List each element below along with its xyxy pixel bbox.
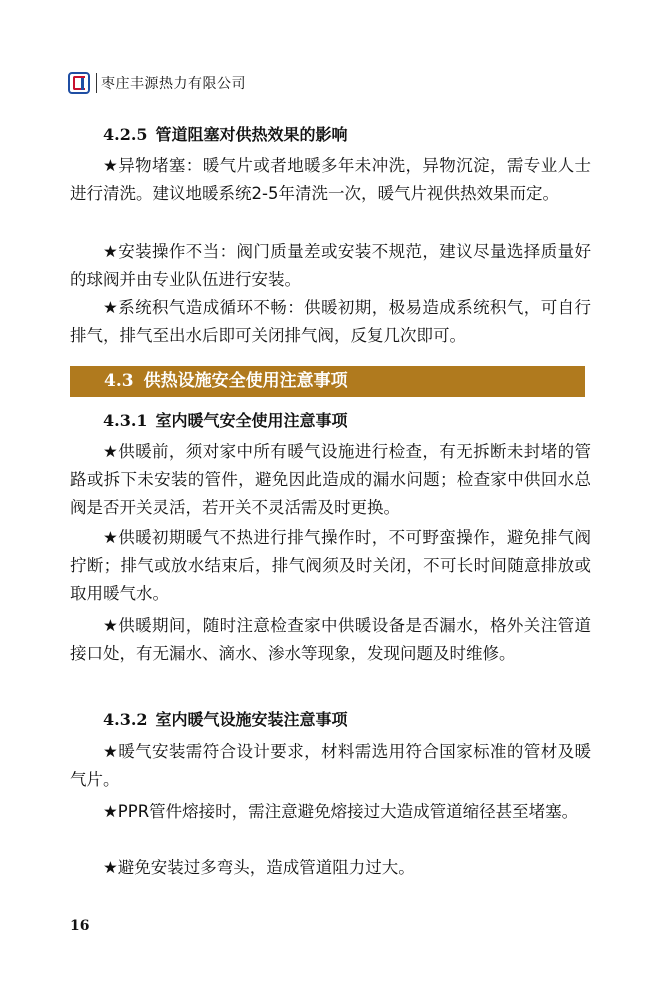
section-bar-4-3	[70, 366, 585, 397]
section-title: 供热设施安全使用注意事项	[143, 371, 348, 391]
heading-number: 4.2.5	[103, 125, 148, 144]
heading-4-2-5	[103, 122, 348, 145]
paragraph: ★暖气安装需符合设计要求，材料需选用符合国家标准的管材及暖气片。	[70, 742, 591, 789]
paragraph: ★系统积气造成循环不畅：供暖初期，极易造成系统积气，可自行排气，排气至出水后即可关闭排气阀，反复几次即可。	[70, 298, 591, 345]
heading-title: 管道阻塞对供热效果的影响	[155, 125, 348, 144]
heading-4-3-1	[103, 408, 348, 431]
company-logo-icon	[68, 72, 90, 94]
paragraph: ★供暖期间，随时注意检查家中供暖设备是否漏水，格外关注管道接口处，有无漏水、滴水、渗水等现象，发现问题及时维修。	[70, 616, 591, 663]
heading-title: 室内暖气设施安装注意事项	[155, 710, 348, 729]
paragraph: ★异物堵塞：暖气片或者地暖多年未冲洗，异物沉淀，需专业人士进行清洗。建议地暖系统2-5年清洗一次，暖气片视供热效果而定。	[70, 156, 591, 203]
heading-number: 4.3.2	[103, 710, 148, 729]
paragraph: ★供暖前，须对家中所有暖气设施进行检查，有无拆断未封堵的管路或拆下未安装的管件，避免因此造成的漏水问题；检查家中供回水总阀是否开关灵活，若开关不灵活需及时更换。	[70, 442, 591, 517]
heading-title: 室内暖气安全使用注意事项	[155, 411, 348, 430]
page-header	[68, 70, 246, 96]
paragraph: ★供暖初期暖气不热进行排气操作时，不可野蛮操作，避免排气阀拧断；排气或放水结束后，排气阀须及时关闭，不可长时间随意排放或取用暖气水。	[70, 528, 591, 603]
paragraph: ★PPR管件熔接时，需注意避免熔接过大造成管道缩径甚至堵塞。	[103, 802, 579, 821]
heading-4-3-2	[103, 707, 348, 730]
heading-number: 4.3.1	[103, 411, 148, 430]
page-number: 16	[70, 918, 90, 934]
paragraph: ★避免安装过多弯头，造成管道阻力过大。	[103, 858, 415, 877]
header-divider	[96, 73, 97, 93]
section-number: 4.3	[104, 371, 134, 391]
company-name: 枣庄丰源热力有限公司	[101, 76, 246, 92]
paragraph: ★安装操作不当：阀门质量差或安装不规范，建议尽量选择质量好的球阀并由专业队伍进行安装。	[70, 242, 591, 289]
